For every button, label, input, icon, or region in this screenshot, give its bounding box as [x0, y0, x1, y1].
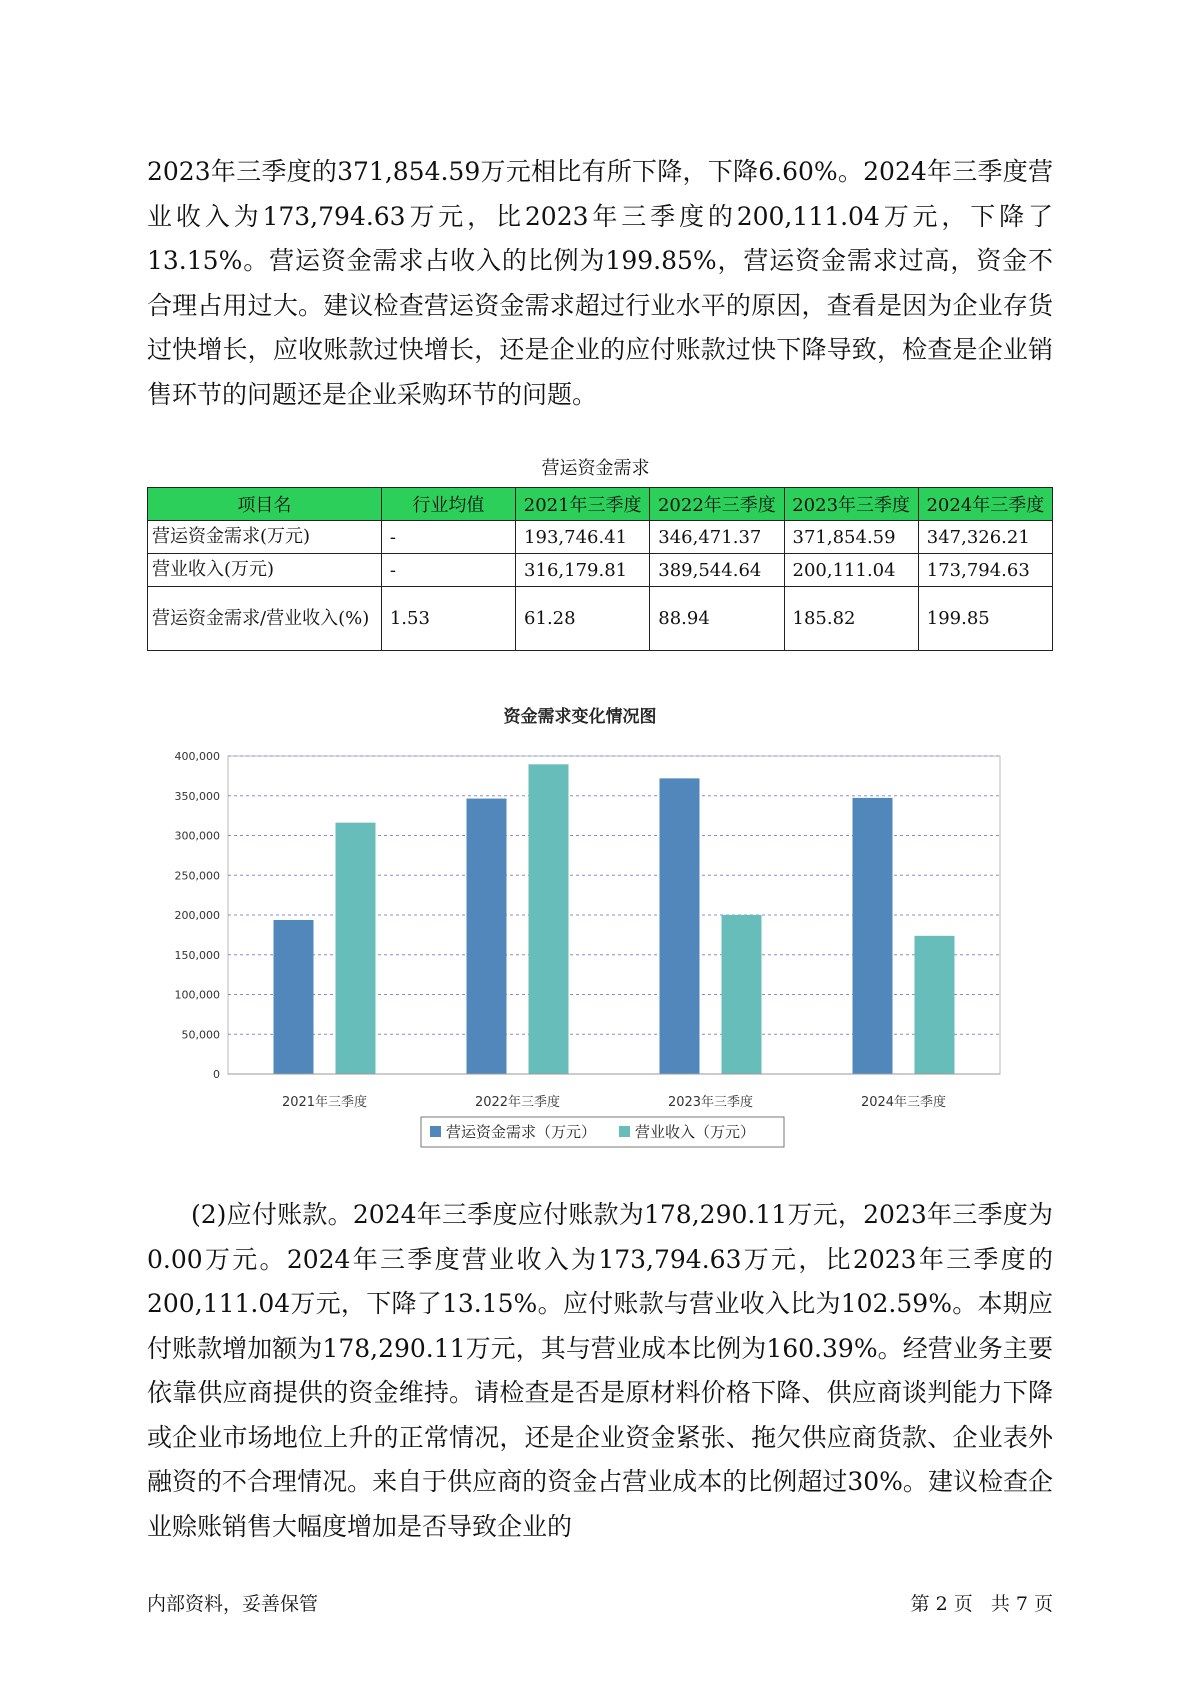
x-axis-ticks [282, 1094, 946, 1110]
bar-working-capital [660, 778, 700, 1074]
y-tick-label: 150,000 [174, 948, 220, 962]
table-cell: - [381, 521, 515, 554]
bar-working-capital [853, 798, 893, 1074]
table-cell: 199.85 [918, 587, 1052, 651]
table-row [148, 521, 1053, 554]
table-cell: 185.82 [784, 587, 918, 651]
header-2022q3: 2022年三季度 [650, 488, 784, 521]
table-cell: 346,471.37 [650, 521, 784, 554]
bar-revenue [529, 764, 569, 1074]
chart-title: 资金需求变化情况图 [503, 707, 657, 727]
header-2021q3: 2021年三季度 [516, 488, 650, 521]
x-tick-label: 2023年三季度 [667, 1095, 754, 1110]
paragraph-2: (2)应付账款。2024年三季度应付账款为178,290.11万元，2023年三季度为0.00万元。2024年三季度营业收入为173,794.63万元，比2023年三季度的200,111.04万元，下降了13.15%。应付账款与营业收入比为102.59%。本期应付账款增加额为178,290.11万元，其与营业成本比例为160.39%。经营业务主要依靠供应商提供的资金维持。请检查是否是原材料价格下降、供应商谈判能力下降或企业市场地位上升的正常情况，还是企业资金紧张、拖欠供应商货款、企业表外融资的不合理情况。来自于供应商的资金占营业成本的比例超过30%。建议检查企业赊账销售大幅度增加是否导致企业的 [147, 1200, 1053, 1541]
bar-revenue [336, 823, 376, 1074]
header-2023q3: 2023年三季度 [784, 488, 918, 521]
table-cell: 371,854.59 [784, 521, 918, 554]
working-capital-table [147, 487, 1053, 651]
x-tick-label: 2022年三季度 [474, 1095, 561, 1110]
table-cell: 61.28 [516, 587, 650, 651]
header-item-name: 项目名 [148, 488, 382, 521]
bars [228, 764, 1000, 1074]
y-axis-ticks [175, 750, 221, 1081]
x-tick-label: 2021年三季度 [281, 1095, 368, 1110]
y-tick-label: 250,000 [174, 869, 220, 883]
table-cell: 347,326.21 [918, 521, 1052, 554]
bar-working-capital [274, 920, 314, 1074]
paragraph-1: 2023年三季度的371,854.59万元相比有所下降，下降6.60%。2024年三季度营业收入为173,794.63万元，比2023年三季度的200,111.04万元，下降了13.15%。营运资金需求占收入的比例为199.85%，营运资金需求过高，资金不合理占用过大。建议检查营运资金需求超过行业水平的原因，查看是因为企业存货过快增长，应收账款过快增长，还是企业的应付账款过快下降导致，检查是企业销售环节的问题还是企业采购环节的问题。 [147, 157, 1053, 409]
y-tick-label: 300,000 [174, 829, 220, 843]
bar-revenue [722, 915, 762, 1074]
y-tick-label: 200,000 [174, 909, 220, 922]
legend-swatch-revenue [619, 1126, 630, 1137]
x-tick-label: 2024年三季度 [860, 1095, 947, 1110]
table-cell: 193,746.41 [516, 521, 650, 554]
header-industry-avg: 行业均值 [381, 488, 515, 521]
table-cell: 200,111.04 [784, 554, 918, 587]
legend-label-working-capital: 营运资金需求（万元） [446, 1123, 597, 1141]
y-tick-label: 350,000 [174, 789, 220, 803]
table-cell: 营业收入(万元) [148, 554, 382, 587]
table-row [148, 554, 1053, 587]
table-cell: 389,544.64 [650, 554, 784, 587]
table-cell: 营运资金需求/营业收入(%) [148, 587, 382, 651]
y-tick-label: 50,000 [181, 1028, 220, 1042]
table-cell: - [381, 554, 515, 587]
table-caption: 营运资金需求 [541, 458, 650, 479]
capital-demand-chart [147, 700, 1047, 1170]
y-tick-label: 0 [213, 1068, 220, 1081]
bar-working-capital [467, 799, 507, 1074]
y-tick-label: 400,000 [174, 750, 220, 763]
bar-revenue [915, 936, 955, 1074]
table-cell: 1.53 [381, 587, 515, 651]
y-tick-label: 100,000 [174, 988, 220, 1002]
table-row [148, 587, 1053, 651]
footer-page-number: 第 2 页 共 7 页 [910, 1593, 1053, 1615]
table-cell: 88.94 [650, 587, 784, 651]
legend [421, 1117, 784, 1147]
header-2024q3: 2024年三季度 [918, 488, 1052, 521]
table-cell: 173,794.63 [918, 554, 1052, 587]
legend-swatch-working-capital [430, 1126, 441, 1137]
legend-label-revenue: 营业收入（万元） [635, 1123, 756, 1141]
footer-confidential-note: 内部资料，妥善保管 [147, 1593, 319, 1615]
table-cell: 316,179.81 [516, 554, 650, 587]
table-cell: 营运资金需求(万元) [148, 521, 382, 554]
table-header-row [148, 488, 1053, 521]
